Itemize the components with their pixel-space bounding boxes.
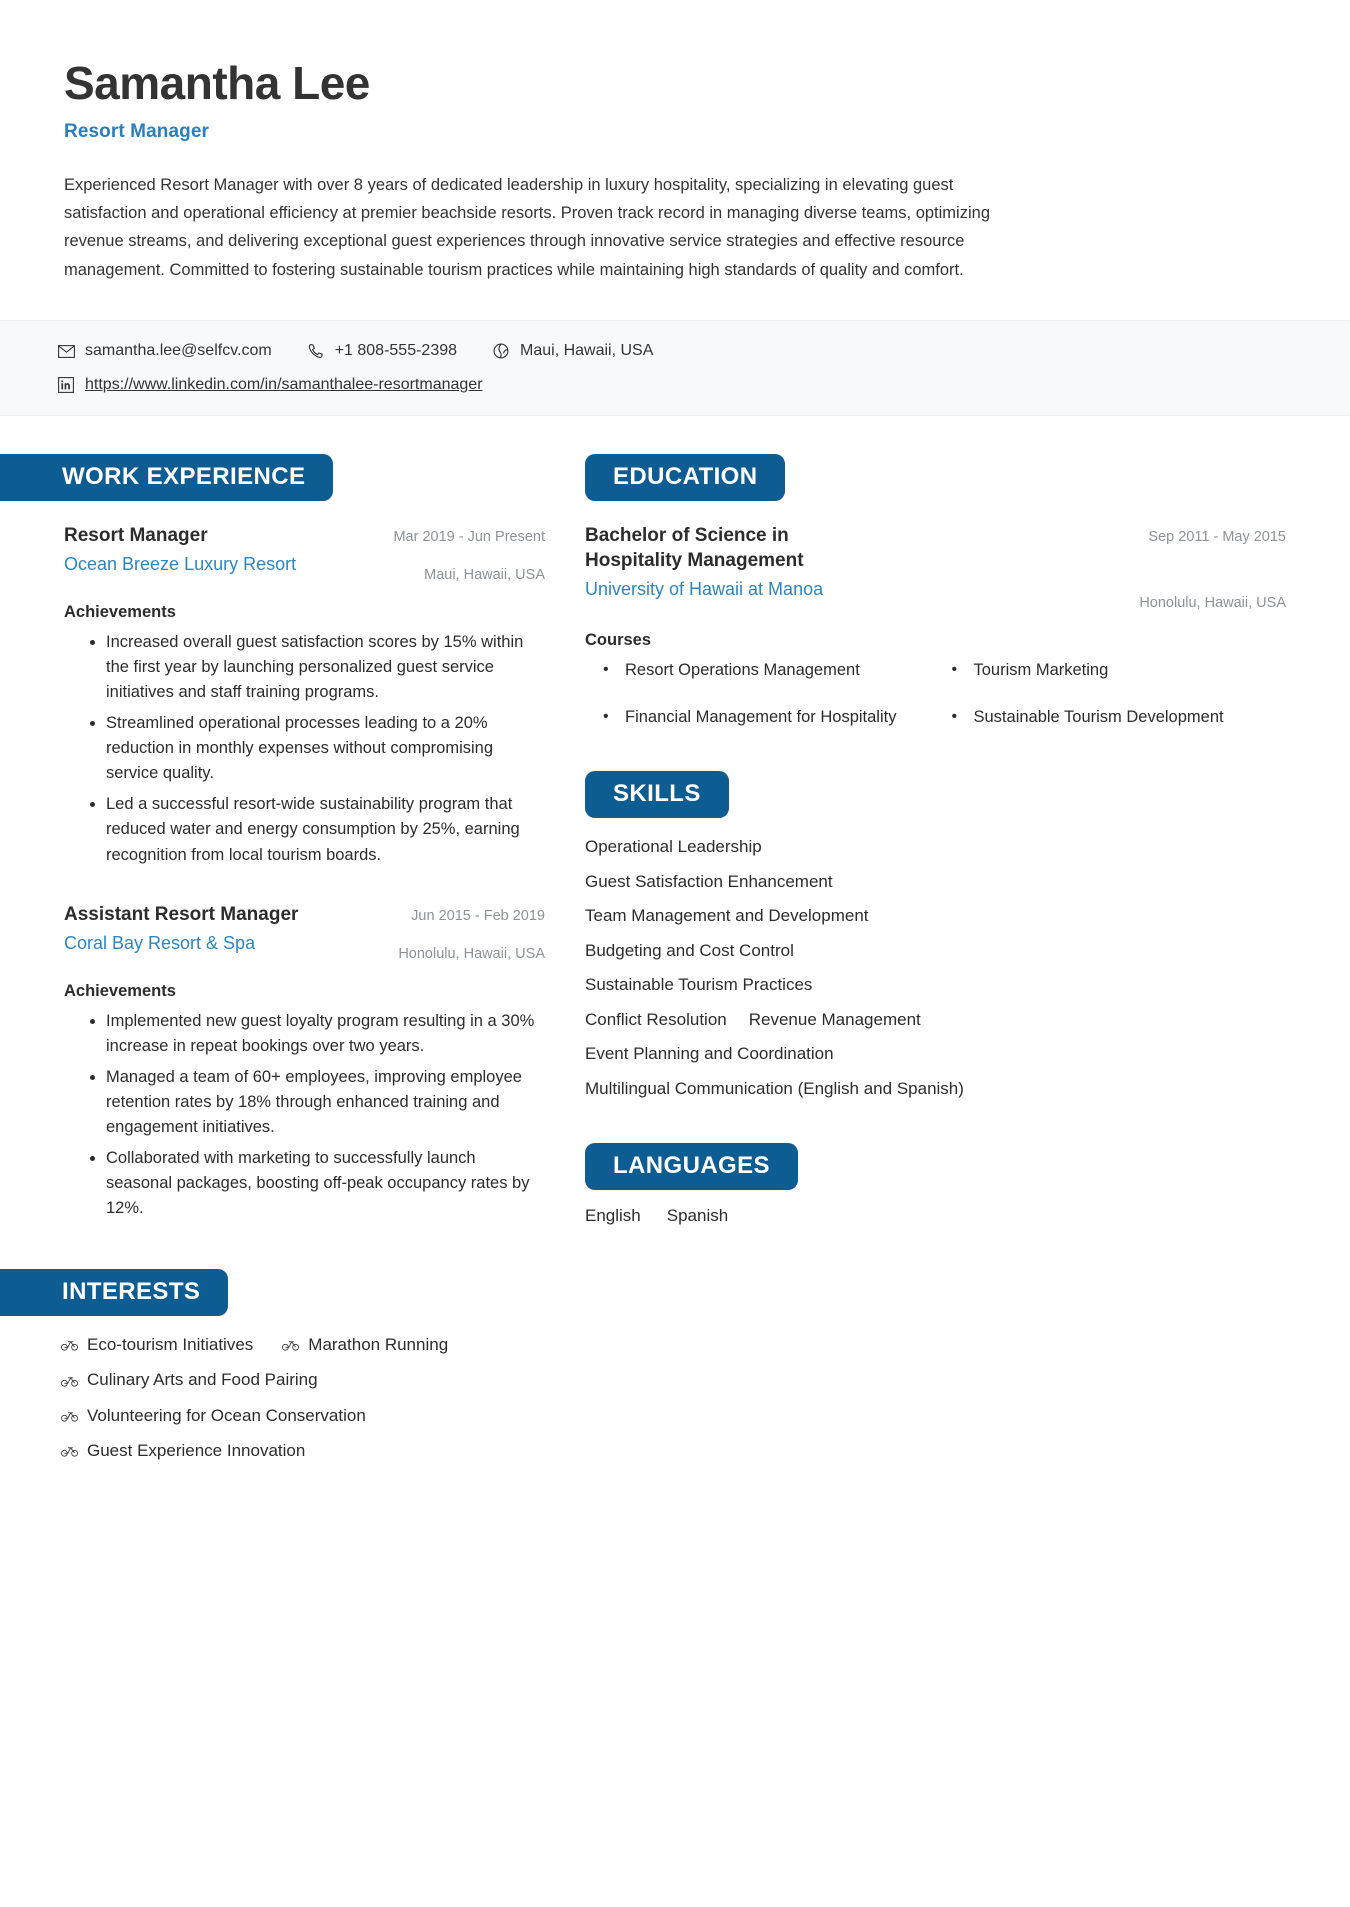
- skill-item: Team Management and Development: [585, 906, 869, 926]
- course-label: Sustainable Tourism Development: [973, 707, 1224, 726]
- contact-linkedin-text[interactable]: https://www.linkedin.com/in/samanthalee-resortmanager: [85, 376, 483, 394]
- course-label: Financial Management for Hospitality: [625, 707, 897, 726]
- work-entry-location: Honolulu, Hawaii, USA: [398, 946, 545, 963]
- contact-email-text: samantha.lee@selfcv.com: [85, 342, 272, 360]
- work-bullet: • Managed a team of 60+ employees, improving employee retention rates by 18% through enhanced training and engagement initiatives.: [106, 1065, 545, 1140]
- education-entry: [585, 523, 1286, 729]
- contact-bar: [0, 320, 1350, 416]
- work-entry-bullets: [64, 630, 545, 868]
- interest-label: Guest Experience Innovation: [87, 1441, 306, 1461]
- envelope-icon: [56, 341, 76, 361]
- language-item: Spanish: [666, 1206, 729, 1226]
- interest-item: [281, 1332, 448, 1358]
- skill-item: Sustainable Tourism Practices: [585, 975, 813, 995]
- left-column: [0, 454, 575, 1464]
- section-interests: [0, 1269, 575, 1464]
- education-location: Honolulu, Hawaii, USA: [1139, 595, 1286, 612]
- bullet-dot: •: [951, 660, 958, 678]
- interest-item: [60, 1438, 470, 1464]
- work-entry-date: Jun 2015 - Feb 2019: [411, 907, 545, 924]
- education-sublabel: Courses: [585, 630, 652, 649]
- work-bullet: • Led a successful resort-wide sustainability program that reduced water and energy consumption by 25%, earning recognition from local tourism boards.: [106, 792, 545, 867]
- bullet-dot: •: [951, 707, 958, 725]
- right-column: [575, 454, 1350, 1226]
- education-institution: University of Hawaii at Manoa: [585, 579, 824, 600]
- skill-item: Event Planning and Coordination: [585, 1044, 834, 1064]
- work-entry: [64, 902, 545, 1222]
- work-bullet: • Implemented new guest loyalty program resulting in a 30% increase in repeat bookings over two years.: [106, 1009, 545, 1059]
- section-title-languages: LANGUAGES: [585, 1143, 798, 1190]
- interest-label: Culinary Arts and Food Pairing: [87, 1370, 318, 1390]
- skill-item: Operational Leadership: [585, 837, 762, 857]
- work-bullet: • Collaborated with marketing to successfully launch seasonal packages, boosting off-peak occupancy rates by 12%.: [106, 1146, 545, 1221]
- contact-phone[interactable]: [306, 341, 457, 361]
- skill-item: Conflict Resolution: [585, 1009, 727, 1029]
- education-date: Sep 2011 - May 2015: [1148, 529, 1286, 545]
- section-skills: [575, 771, 1286, 1101]
- contact-location: [491, 341, 653, 361]
- contact-linkedin[interactable]: [56, 375, 483, 395]
- interest-item: [60, 1367, 470, 1393]
- linkedin-icon: [56, 375, 76, 395]
- work-entry-sublabel: Achievements: [64, 602, 176, 621]
- course-item: [952, 658, 1287, 683]
- work-entry-company: Ocean Breeze Luxury Resort: [64, 554, 297, 575]
- skill-item: Multilingual Communication (English and Spanish): [585, 1078, 964, 1098]
- language-item: English: [585, 1206, 641, 1226]
- work-entry-title: Resort Manager: [64, 525, 208, 546]
- work-entry-title: Assistant Resort Manager: [64, 903, 299, 925]
- section-title-education: EDUCATION: [585, 454, 785, 501]
- work-entry-header: [64, 902, 545, 966]
- bicycle-icon: [60, 1406, 79, 1425]
- work-entry-date: Mar 2019 - Jun Present: [393, 529, 545, 545]
- work-entry: [64, 523, 545, 868]
- interests-list: [0, 1332, 470, 1464]
- section-title-work-experience: WORK EXPERIENCE: [0, 454, 333, 501]
- courses-list: [585, 658, 1286, 730]
- bullet-dot: •: [603, 660, 609, 678]
- interest-label: Eco-tourism Initiatives: [87, 1335, 254, 1355]
- globe-pin-icon: [491, 341, 511, 361]
- section-work-experience: [0, 454, 575, 1221]
- work-entry-header: [64, 523, 545, 587]
- section-title-interests: INTERESTS: [0, 1269, 228, 1316]
- course-item: [952, 705, 1287, 730]
- candidate-name: Samantha Lee: [64, 57, 370, 109]
- course-label: Resort Operations Management: [625, 660, 860, 679]
- work-bullet: • Streamlined operational processes leading to a 20% reduction in monthly expenses without compromising service quality.: [106, 711, 545, 786]
- section-languages: [575, 1143, 1286, 1226]
- course-item: [603, 705, 938, 730]
- languages-list: [575, 1206, 1286, 1226]
- phone-icon: [306, 341, 326, 361]
- course-label: Tourism Marketing: [973, 660, 1109, 679]
- course-item: [603, 658, 938, 683]
- candidate-job-title: Resort Manager: [64, 120, 209, 142]
- work-bullet: • Increased overall guest satisfaction scores by 15% within the first year by launching personalized guest service initiatives and staff training programs.: [106, 630, 545, 705]
- education-entries: [575, 523, 1286, 729]
- contact-location-text: Maui, Hawaii, USA: [520, 342, 654, 360]
- work-entry-company: Coral Bay Resort & Spa: [64, 932, 256, 953]
- work-entry-sublabel: Achievements: [64, 981, 176, 1000]
- work-entry-bullets: [64, 1009, 545, 1222]
- contact-row-primary: [56, 341, 1286, 361]
- contact-email[interactable]: [56, 341, 272, 361]
- interest-item: [60, 1332, 253, 1358]
- bicycle-icon: [281, 1336, 300, 1355]
- skill-item: Budgeting and Cost Control: [585, 940, 794, 960]
- professional-summary: Experienced Resort Manager with over 8 years of dedicated leadership in luxury hospitality, specializing in elevating guest satisfaction and operational efficiency at premier beachside resorts. Proven track record in managing diverse teams, optimizing revenue streams, and delivering exceptional guest experiences through innovative service strategies and effective resource management. Committed to fostering sustainable tourism practices while maintaining high standards of quality and comfort.: [64, 175, 990, 279]
- section-title-skills: SKILLS: [585, 771, 729, 818]
- education-degree: Bachelor of Science in Hospitality Management: [585, 525, 804, 572]
- bullet-dot: •: [603, 707, 609, 725]
- bicycle-icon: [60, 1336, 79, 1355]
- work-entry-location: Maui, Hawaii, USA: [424, 567, 545, 584]
- section-education: [575, 454, 1286, 729]
- interest-label: Marathon Running: [308, 1335, 449, 1355]
- interest-item: [60, 1403, 470, 1429]
- contact-row-secondary: [56, 375, 1286, 395]
- resume-header: [0, 0, 1350, 284]
- interest-label: Volunteering for Ocean Conservation: [87, 1405, 366, 1425]
- education-entry-header: [585, 523, 1286, 615]
- work-experience-entries: [0, 523, 575, 1221]
- resume-body: [0, 454, 1350, 1464]
- bicycle-icon: [60, 1371, 79, 1390]
- skills-list: [575, 834, 1275, 1101]
- contact-phone-text: +1 808-555-2398: [334, 342, 458, 360]
- skill-item: Guest Satisfaction Enhancement: [585, 871, 833, 891]
- skill-item: Revenue Management: [748, 1009, 921, 1029]
- bicycle-icon: [60, 1442, 79, 1461]
